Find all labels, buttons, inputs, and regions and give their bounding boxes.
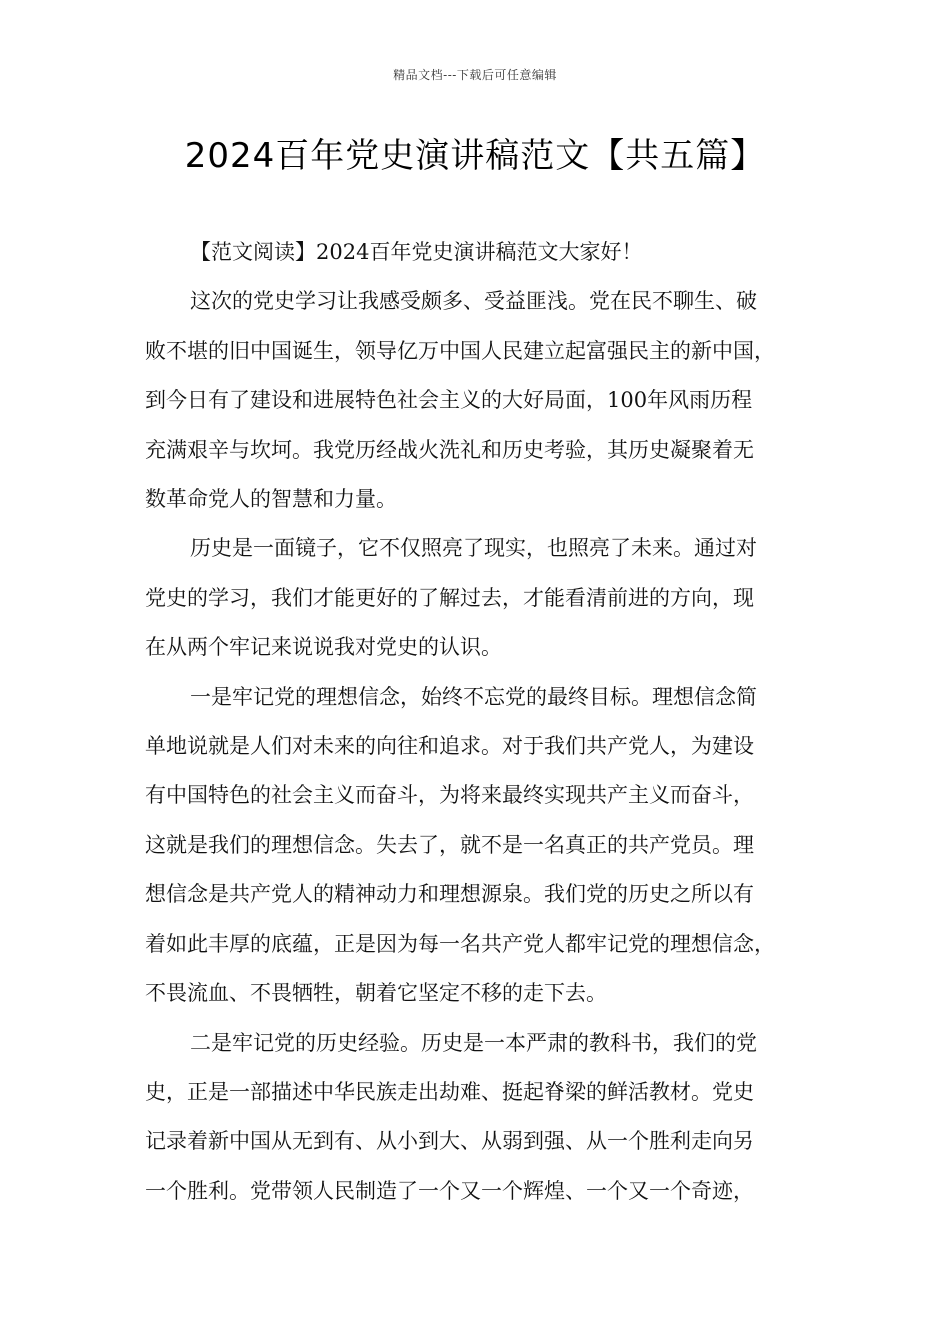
text-line: 【范文阅读】2024百年党史演讲稿范文大家好！	[190, 240, 643, 264]
text-line: 这就是我们的理想信念。失去了，就不是一名真正的共产党员。理	[145, 832, 754, 857]
text-line: 史，正是一部描述中华民族走出劫难、挺起脊梁的鲜活教材。党史	[145, 1079, 754, 1104]
text-line: 在从两个牢记来说说我对党史的认识。	[145, 635, 502, 660]
text-line: 二是牢记党的历史经验。历史是一本严肃的教科书，我们的党	[190, 1030, 757, 1055]
text-line: 这次的党史学习让我感受颇多、受益匪浅。党在民不聊生、破	[190, 289, 757, 314]
paragraph	[145, 228, 825, 277]
text-line: 记录着新中国从无到有、从小到大、从弱到强、从一个胜利走向另	[145, 1129, 754, 1154]
text-line: 一个胜利。党带领人民制造了一个又一个辉煌、一个又一个奇迹，	[145, 1178, 754, 1203]
text-line: 不畏流血、不畏牺牲，朝着它坚定不移的走下去。	[145, 981, 607, 1006]
text-line: 充满艰辛与坎坷。我党历经战火洗礼和历史考验，其历史凝聚着无	[145, 437, 754, 462]
text-line: 想信念是共产党人的精神动力和理想源泉。我们党的历史之所以有	[145, 882, 754, 907]
paragraph	[145, 277, 825, 524]
text-line: 有中国特色的社会主义而奋斗，为将来最终实现共产主义而奋斗，	[145, 783, 754, 808]
paragraph	[145, 673, 825, 1019]
text-line: 到今日有了建设和进展特色社会主义的大好局面，100年风雨历程	[145, 388, 753, 413]
document-title: 2024百年党史演讲稿范文【共五篇】	[184, 136, 766, 176]
document-body	[145, 228, 825, 1216]
text-line: 单地说就是人们对未来的向往和追求。对于我们共产党人，为建设	[145, 734, 754, 759]
paragraph	[145, 1019, 825, 1217]
text-line: 数革命党人的智慧和力量。	[145, 487, 397, 512]
text-line: 一是牢记党的理想信念，始终不忘党的最终目标。理想信念简	[190, 684, 757, 709]
paragraph	[145, 524, 825, 672]
text-line: 历史是一面镜子，它不仅照亮了现实，也照亮了未来。通过对	[190, 536, 757, 561]
header-note: 精品文档---下载后可任意编辑	[393, 68, 557, 82]
text-line: 着如此丰厚的底蕴，正是因为每一名共产党人都牢记党的理想信念，	[145, 931, 775, 956]
text-line: 败不堪的旧中国诞生，领导亿万中国人民建立起富强民主的新中国，	[145, 338, 775, 363]
text-line: 党史的学习，我们才能更好的了解过去，才能看清前进的方向，现	[145, 585, 754, 610]
